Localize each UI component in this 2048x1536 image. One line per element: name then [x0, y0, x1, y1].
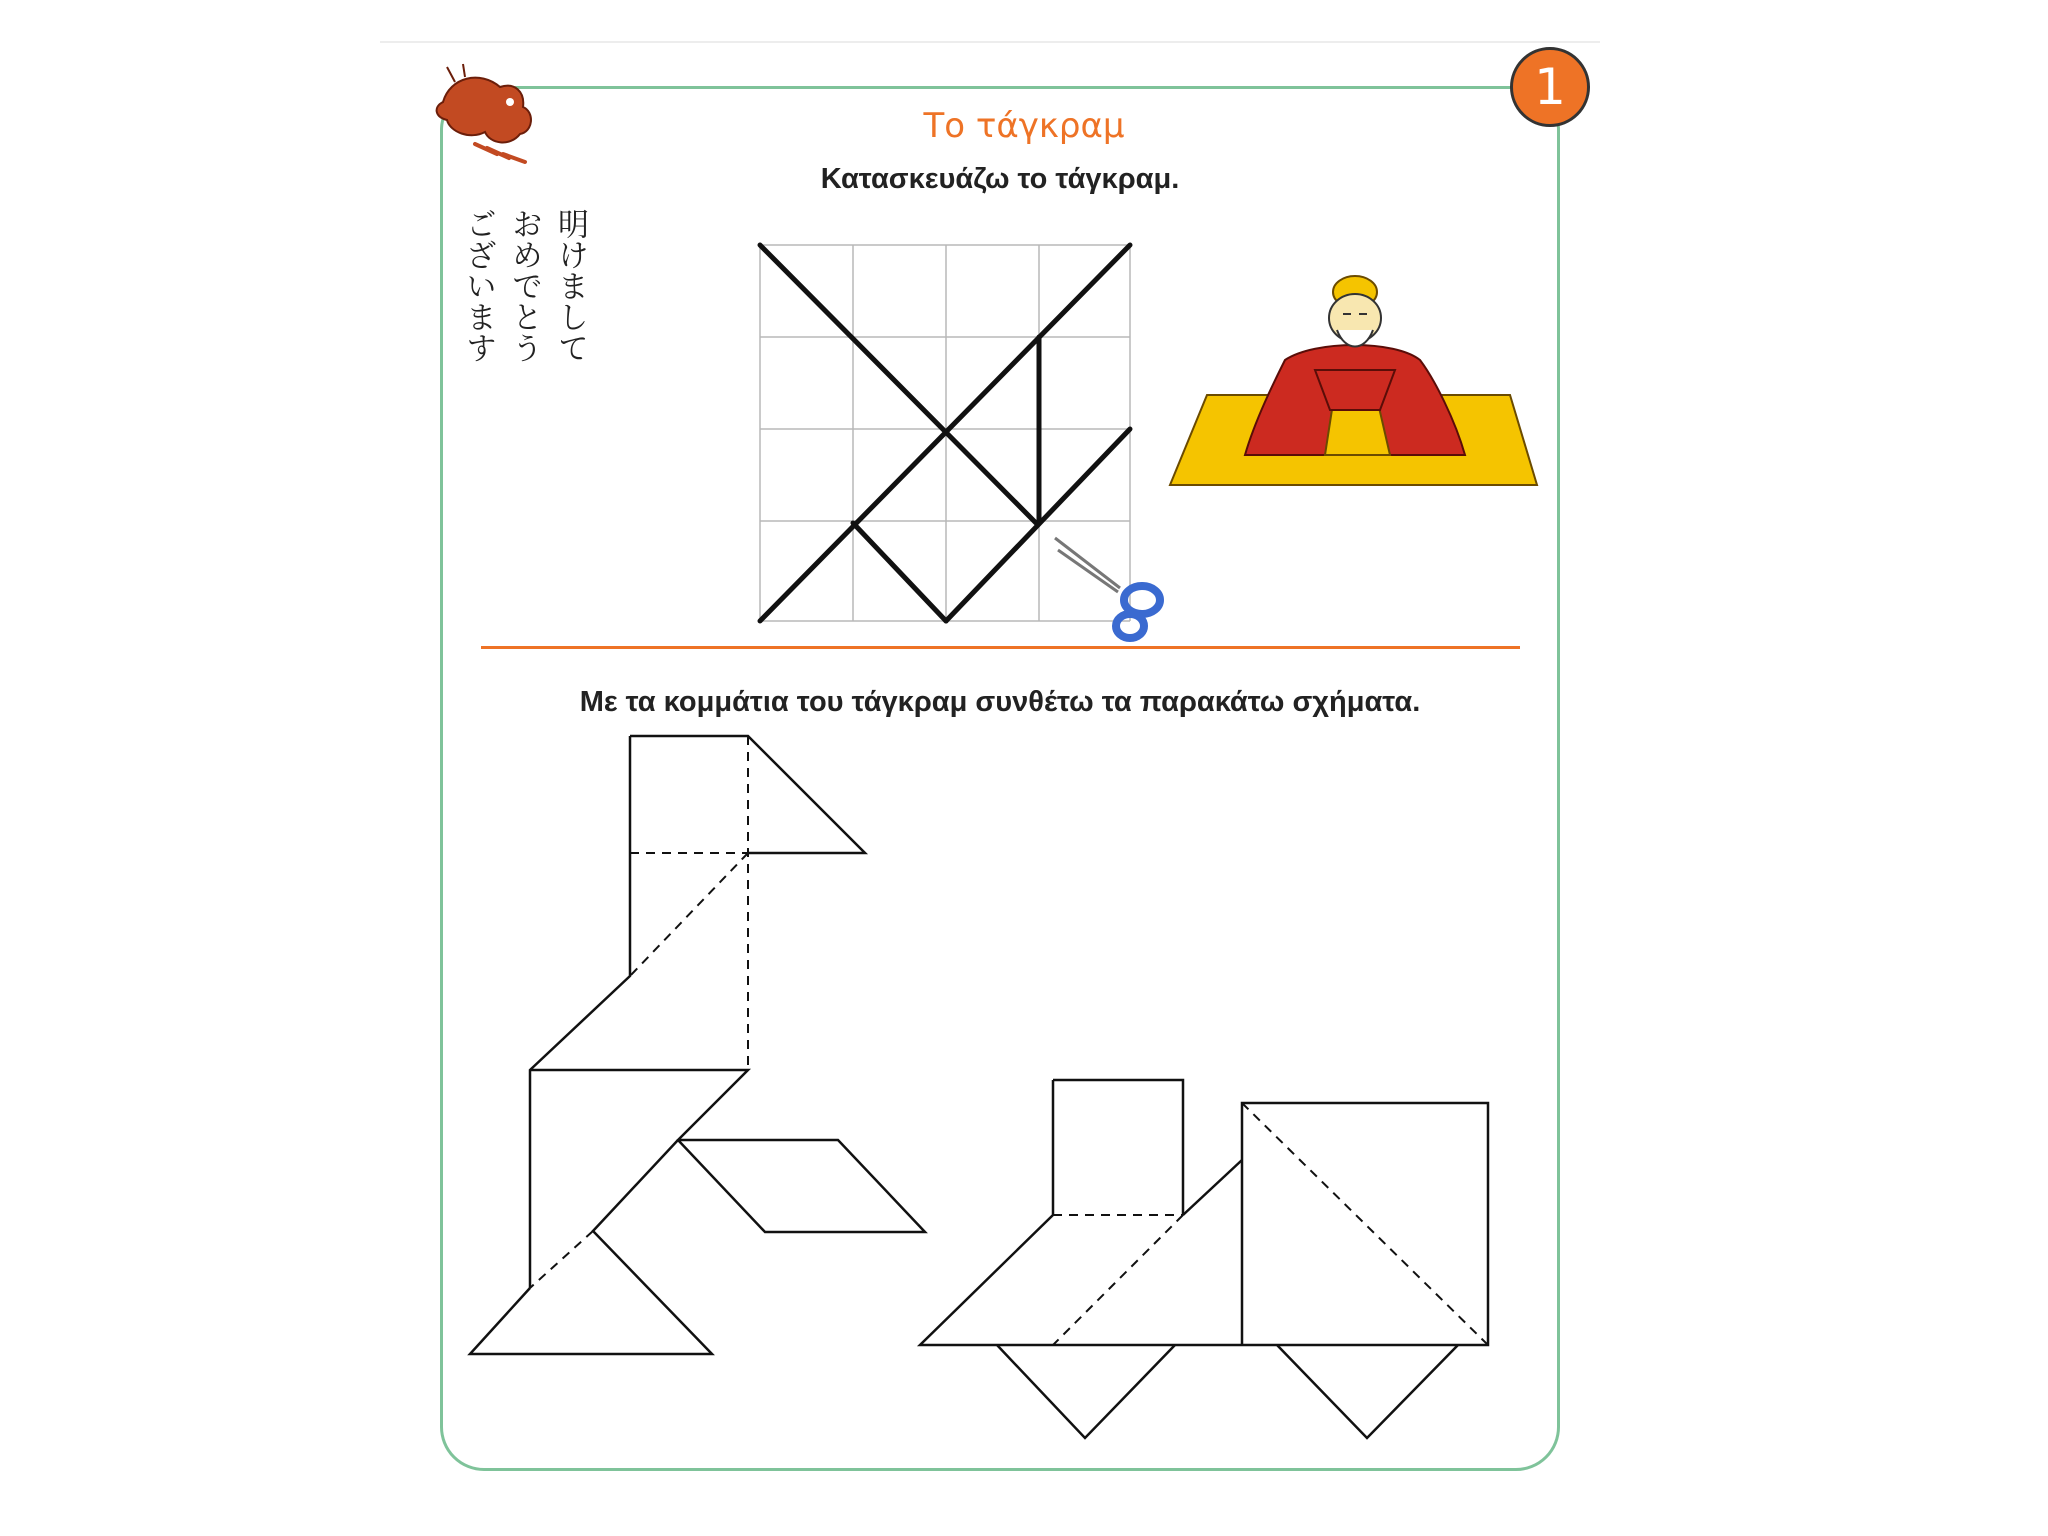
- page-number-badge: 1: [1510, 47, 1590, 127]
- greeting-line: 明けましておめでとう: [506, 208, 588, 363]
- section-divider: [481, 646, 1520, 649]
- scissors-icon: [1050, 530, 1180, 645]
- tangram-boat-figure: [910, 1070, 1500, 1450]
- japanese-greeting: [455, 208, 593, 388]
- page-subtitle: Κατασκευάζω το τάγκραμ.: [820, 163, 1180, 195]
- greeting-line: ございます: [460, 208, 496, 363]
- tangram-bird-figure: [460, 728, 940, 1368]
- page-title: Το τάγκραμ: [923, 106, 1125, 146]
- top-rule: [380, 41, 1600, 43]
- instruction-text: Με τα κομμάτια του τάγκραμ συνθέτω τα παρακάτω σχήματα.: [579, 686, 1421, 718]
- seated-sage-illustration: [1165, 270, 1545, 490]
- dragon-icon: [425, 62, 550, 172]
